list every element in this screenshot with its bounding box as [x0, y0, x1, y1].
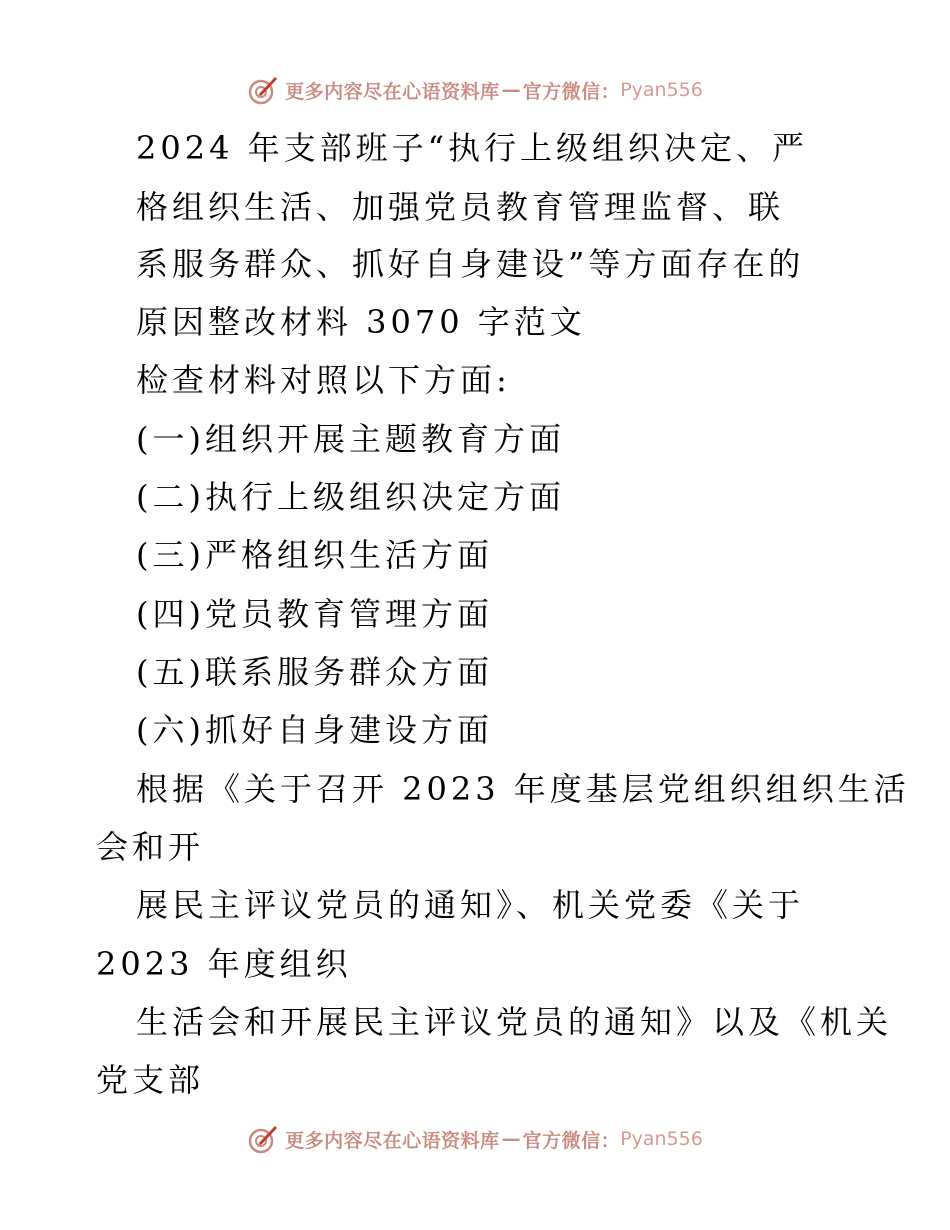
list-item: (一)组织开展主题教育方面 — [136, 420, 565, 458]
title-line-1: 2024 年支部班子“执行上级组织决定、严 — [136, 129, 808, 167]
list-item: (六)抓好自身建设方面 — [136, 711, 493, 749]
list-item: (三)严格组织生活方面 — [136, 536, 493, 574]
body-line-6: 党支部 — [96, 1061, 205, 1099]
list-item: (五)联系服务群众方面 — [136, 653, 493, 691]
footer-watermark — [0, 1119, 950, 1159]
body-line-4: 2023 年度组织 — [96, 945, 352, 983]
quill-logo-icon — [247, 74, 279, 106]
title-line-3: 系服务群众、抓好自身建设”等方面存在的 — [136, 245, 805, 283]
body-line-5: 生活会和开展民主评议党员的通知》以及《机关 — [136, 1003, 893, 1041]
quill-logo-icon — [247, 1123, 279, 1155]
watermark-text: 更多内容尽在心语资料库 — [285, 1129, 500, 1152]
list-item: (二)执行上级组织决定方面 — [136, 478, 565, 516]
list-item: (四)党员教育管理方面 — [136, 595, 493, 633]
watermark-handle: Pyan556 — [620, 1128, 703, 1150]
watermark-separator: — — [501, 79, 521, 101]
watermark-text: 更多内容尽在心语资料库 — [285, 80, 500, 103]
watermark-official: 官方微信： — [522, 80, 621, 103]
watermark-handle: Pyan556 — [620, 79, 703, 101]
body-line-2: 会和开 — [96, 828, 205, 866]
body-line-3: 展民主评议党员的通知》、机关党委《关于 — [136, 886, 805, 924]
header-watermark — [0, 70, 950, 110]
watermark-official: 官方微信： — [522, 1129, 621, 1152]
body-line-1: 根据《关于召开 2023 年度基层党组织组织生活 — [136, 770, 910, 808]
watermark-separator: — — [501, 1128, 521, 1150]
title-line-2: 格组织生活、加强党员教育管理监督、联 — [136, 188, 785, 226]
title-line-4: 原因整改材料 3070 字范文 — [136, 303, 586, 341]
intro-text: 检查材料对照以下方面: — [136, 361, 511, 399]
